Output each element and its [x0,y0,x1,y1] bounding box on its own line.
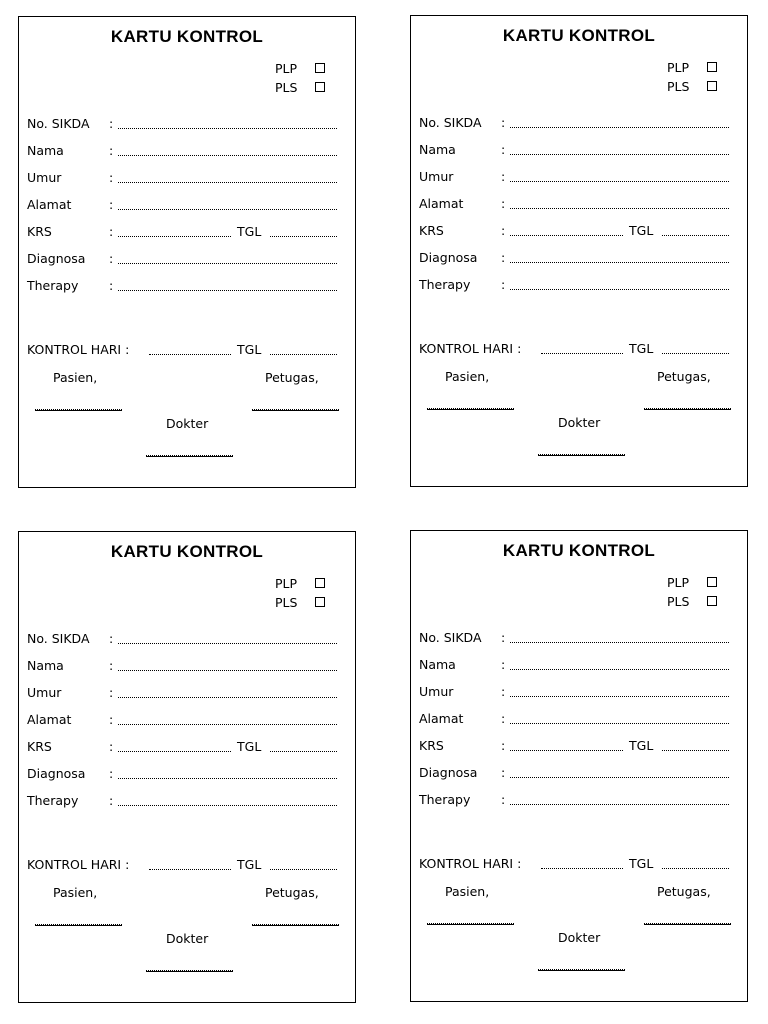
kontrol-dotted-line[interactable] [541,353,623,354]
kontrol-dotted-line[interactable] [149,869,231,870]
card-title: KARTU KONTROL [110,27,264,46]
dokter-label: Dokter [166,931,209,946]
field-label: Nama [419,142,456,157]
field-label: Diagnosa [27,766,86,781]
field-nama [27,143,337,161]
field-umur [27,685,337,703]
petugas-signature-line[interactable] [644,406,731,409]
tgl-label: TGL [237,342,262,357]
field-label: KRS [27,739,52,754]
field-colon: : [109,766,114,781]
dokter-signature-line[interactable] [538,967,625,970]
field-colon: : [109,793,114,808]
field-colon: : [109,685,114,700]
card-title: KARTU KONTROL [502,26,656,45]
pasien-signature-line[interactable] [35,407,122,410]
field-label: Umur [27,170,62,185]
field-dotted-line[interactable] [118,155,337,156]
pasien-label: Pasien, [445,884,490,899]
checkbox-plp-label: PLP [275,576,298,591]
checkbox-square-icon[interactable] [707,577,717,587]
field-label: Nama [27,143,64,158]
field-dotted-line[interactable] [118,724,337,725]
field-dotted-line[interactable] [510,127,729,128]
field-label: Therapy [419,792,471,807]
kartu-kontrol-card [18,16,356,488]
card-title: KARTU KONTROL [110,542,264,561]
field-dotted-line[interactable] [510,750,623,751]
field-colon: : [109,712,114,727]
kontrol-hari-row [27,342,337,360]
card-title: KARTU KONTROL [502,541,656,560]
checkbox-plp[interactable] [275,576,327,592]
kartu-kontrol-card [18,531,356,1003]
kontrol-hari-row [27,857,337,875]
field-diagnosa [419,250,729,268]
field-krs [419,223,729,241]
field-label: Therapy [27,278,79,293]
tgl-label: TGL [629,341,654,356]
field-umur [419,169,729,187]
field-no-sikda [27,116,337,134]
field-colon: : [501,711,506,726]
kontrol-hari-row [419,341,729,359]
tgl-dotted-line[interactable] [662,868,729,869]
checkbox-pls[interactable] [667,79,719,95]
checkbox-plp-label: PLP [667,575,690,590]
field-label: Alamat [419,196,464,211]
field-label: Umur [27,685,62,700]
field-label: Umur [419,684,454,699]
field-no-sikda [419,115,729,133]
dokter-label: Dokter [558,930,601,945]
field-colon: : [109,739,114,754]
field-dotted-line[interactable] [510,154,729,155]
petugas-signature-line[interactable] [644,921,731,924]
tgl-dotted-line[interactable] [270,354,337,355]
field-colon: : [501,277,506,292]
field-colon: : [501,630,506,645]
field-label: No. SIKDA [27,116,90,131]
field-label: No. SIKDA [419,115,482,130]
field-umur [27,170,337,188]
checkbox-pls[interactable] [275,595,327,611]
tgl-dotted-line[interactable] [270,751,337,752]
field-no-sikda [27,631,337,649]
field-umur [419,684,729,702]
field-dotted-line[interactable] [510,669,729,670]
petugas-label: Petugas, [265,885,319,900]
petugas-label: Petugas, [265,370,319,385]
field-colon: : [501,738,506,753]
field-alamat [419,711,729,729]
field-colon: : [109,116,114,131]
field-colon: : [501,169,506,184]
checkbox-square-icon[interactable] [707,596,717,606]
field-colon: : [109,278,114,293]
petugas-label: Petugas, [657,369,711,384]
field-dotted-line[interactable] [118,263,337,264]
field-no-sikda [419,630,729,648]
field-dotted-line[interactable] [510,777,729,778]
checkbox-pls[interactable] [667,594,719,610]
field-colon: : [501,142,506,157]
field-dotted-line[interactable] [510,696,729,697]
field-dotted-line[interactable] [118,182,337,183]
kartu-kontrol-card [410,530,748,1002]
field-colon: : [501,115,506,130]
field-nama [419,657,729,675]
checkbox-square-icon[interactable] [707,81,717,91]
checkbox-pls-label: PLS [667,79,690,94]
field-dotted-line[interactable] [510,723,729,724]
field-label: Diagnosa [27,251,86,266]
checkbox-square-icon[interactable] [315,63,325,73]
field-label: Therapy [419,277,471,292]
field-label: Diagnosa [419,250,478,265]
field-dotted-line[interactable] [510,208,729,209]
checkbox-plp-label: PLP [667,60,690,75]
field-dotted-line[interactable] [510,642,729,643]
field-colon: : [501,684,506,699]
checkbox-pls-label: PLS [275,595,298,610]
checkbox-square-icon[interactable] [315,82,325,92]
tgl-label: TGL [629,738,654,753]
field-therapy [27,793,337,811]
field-krs [419,738,729,756]
pasien-label: Pasien, [53,885,98,900]
kontrol-hari-row [419,856,729,874]
field-dotted-line[interactable] [118,128,337,129]
petugas-signature-line[interactable] [252,922,339,925]
field-alamat [27,712,337,730]
checkbox-square-icon[interactable] [315,597,325,607]
field-alamat [419,196,729,214]
field-label: Diagnosa [419,765,478,780]
dokter-label: Dokter [558,415,601,430]
field-colon: : [501,250,506,265]
dokter-signature-line[interactable] [538,452,625,455]
field-therapy [419,792,729,810]
field-colon: : [109,170,114,185]
pasien-label: Pasien, [53,370,98,385]
field-label: No. SIKDA [419,630,482,645]
field-label: KRS [419,738,444,753]
pasien-signature-line[interactable] [427,921,514,924]
field-dotted-line[interactable] [510,262,729,263]
kontrol-hari-label: KONTROL HARI : [27,857,130,872]
field-colon: : [501,657,506,672]
petugas-signature-line[interactable] [252,407,339,410]
field-nama [419,142,729,160]
tgl-label: TGL [629,223,654,238]
dokter-signature-line[interactable] [146,968,233,971]
tgl-dotted-line[interactable] [270,236,337,237]
checkbox-pls-label: PLS [667,594,690,609]
field-label: No. SIKDA [27,631,90,646]
field-dotted-line[interactable] [118,643,337,644]
field-label: Nama [27,658,64,673]
field-colon: : [109,631,114,646]
field-dotted-line[interactable] [118,236,231,237]
field-dotted-line[interactable] [510,289,729,290]
checkbox-pls-label: PLS [275,80,298,95]
kontrol-hari-label: KONTROL HARI : [27,342,130,357]
field-therapy [27,278,337,296]
tgl-dotted-line[interactable] [662,235,729,236]
field-colon: : [501,196,506,211]
field-colon: : [109,251,114,266]
field-label: Alamat [419,711,464,726]
checkbox-square-icon[interactable] [707,62,717,72]
field-diagnosa [419,765,729,783]
pasien-label: Pasien, [445,369,490,384]
field-colon: : [109,658,114,673]
petugas-label: Petugas, [657,884,711,899]
field-dotted-line[interactable] [118,670,337,671]
tgl-label: TGL [237,857,262,872]
checkbox-pls[interactable] [275,80,327,96]
pasien-signature-line[interactable] [35,922,122,925]
field-colon: : [501,223,506,238]
checkbox-plp[interactable] [667,575,719,591]
field-dotted-line[interactable] [118,751,231,752]
field-dotted-line[interactable] [118,805,337,806]
dokter-label: Dokter [166,416,209,431]
tgl-label: TGL [629,856,654,871]
field-dotted-line[interactable] [510,235,623,236]
field-krs [27,224,337,242]
tgl-dotted-line[interactable] [662,750,729,751]
field-dotted-line[interactable] [510,181,729,182]
field-colon: : [501,792,506,807]
checkbox-plp[interactable] [667,60,719,76]
field-label: Alamat [27,712,72,727]
field-colon: : [501,765,506,780]
field-label: Therapy [27,793,79,808]
checkbox-plp-label: PLP [275,61,298,76]
field-dotted-line[interactable] [118,697,337,698]
field-label: Alamat [27,197,72,212]
tgl-dotted-line[interactable] [662,353,729,354]
field-dotted-line[interactable] [118,778,337,779]
checkbox-plp[interactable] [275,61,327,77]
tgl-label: TGL [237,224,262,239]
kontrol-dotted-line[interactable] [541,868,623,869]
field-label: KRS [27,224,52,239]
field-therapy [419,277,729,295]
kontrol-dotted-line[interactable] [149,354,231,355]
field-diagnosa [27,251,337,269]
field-krs [27,739,337,757]
field-alamat [27,197,337,215]
field-colon: : [109,143,114,158]
field-dotted-line[interactable] [510,804,729,805]
field-diagnosa [27,766,337,784]
field-dotted-line[interactable] [118,209,337,210]
field-label: Nama [419,657,456,672]
kartu-kontrol-card [410,15,748,487]
tgl-dotted-line[interactable] [270,869,337,870]
field-label: Umur [419,169,454,184]
pasien-signature-line[interactable] [427,406,514,409]
field-label: KRS [419,223,444,238]
tgl-label: TGL [237,739,262,754]
kontrol-hari-label: KONTROL HARI : [419,856,522,871]
field-colon: : [109,224,114,239]
kontrol-hari-label: KONTROL HARI : [419,341,522,356]
field-colon: : [109,197,114,212]
field-nama [27,658,337,676]
field-dotted-line[interactable] [118,290,337,291]
checkbox-square-icon[interactable] [315,578,325,588]
dokter-signature-line[interactable] [146,453,233,456]
